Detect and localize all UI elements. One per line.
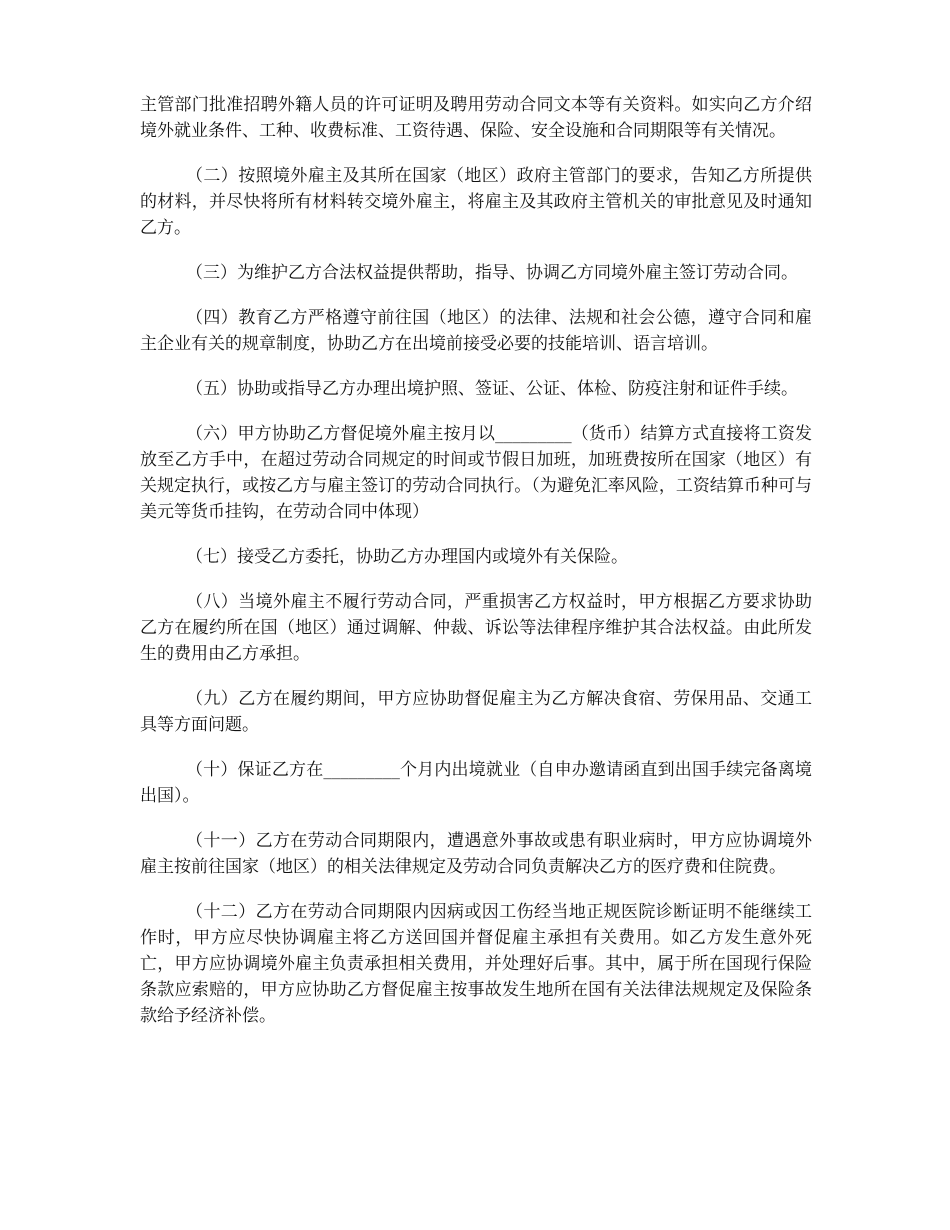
- paragraph-item-4: （四）教育乙方严格遵守前往国（地区）的法律、法规和社会公德，遵守合同和雇主企业有关的规章制度，协助乙方在出境前接受必要的技能培训、语言培训。: [140, 308, 812, 354]
- paragraph-item-2: （二）按照境外雇主及其所在国家（地区）政府主管部门的要求，告知乙方所提供的材料，并尽快将所有材料转交境外雇主，将雇主及其政府主管机关的审批意见及时通知乙方。: [140, 166, 812, 238]
- paragraph-item-3: （三）为维护乙方合法权益提供帮助，指导、协调乙方同境外雇主签订劳动合同。: [186, 263, 798, 283]
- paragraph-item-10: （十）保证乙方在_________个月内出境就业（自申办邀请函直到出国手续完备离境出国）。: [140, 760, 812, 806]
- paragraph-item-8: （八）当境外雇主不履行劳动合同，严重损害乙方权益时，甲方根据乙方要求协助乙方在履约所在国（地区）通过调解、仲裁、诉讼等法律程序维护其合法权益。由此所发生的费用由乙方承担。: [140, 592, 812, 664]
- paragraph-item-9: （九）乙方在履约期间，甲方应协助督促雇主为乙方解决食宿、劳保用品、交通工具等方面问题。: [140, 689, 812, 735]
- paragraph-item-11: （十一）乙方在劳动合同期限内，遭遇意外事故或患有职业病时，甲方应协调境外雇主按前往国家（地区）的相关法律规定及劳动合同负责解决乙方的医疗费和住院费。: [140, 831, 812, 877]
- paragraph-item-7: （七）接受乙方委托，协助乙方办理国内或境外有关保险。: [186, 547, 628, 567]
- document-body: [140, 92, 812, 1048]
- paragraph-item-6: （六）甲方协助乙方督促境外雇主按月以_________（货币）结算方式直接将工资发放至乙方手中，在超过劳动合同规定的时间或节假日加班，加班费按所在国家（地区）有关规定执行，或按乙方与雇主签订的劳动合同执行。（为避免汇率风险，工资结算币种可与美元等货币挂钩，在劳动合同中体现）: [140, 424, 812, 522]
- paragraph-continuation: 主管部门批准招聘外籍人员的许可证明及聘用劳动合同文本等有关资料。如实向乙方介绍境外就业条件、工种、收费标准、工资待遇、保险、安全设施和合同期限等有关情况。: [140, 95, 812, 141]
- paragraph-item-12: （十二）乙方在劳动合同期限内因病或因工伤经当地正规医院诊断证明不能继续工作时，甲方应尽快协调雇主将乙方送回国并督促雇主承担有关费用。如乙方发生意外死亡，甲方应协调境外雇主负责承担相关费用，并处理好后事。其中，属于所在国现行保险条款应索赔的，甲方应协助乙方督促雇主按事故发生地所在国有关法律法规规定及保险条款给予经济补偿。: [140, 902, 812, 1026]
- paragraph-item-5: （五）协助或指导乙方办理出境护照、签证、公证、体检、防疫注射和证件手续。: [186, 379, 798, 399]
